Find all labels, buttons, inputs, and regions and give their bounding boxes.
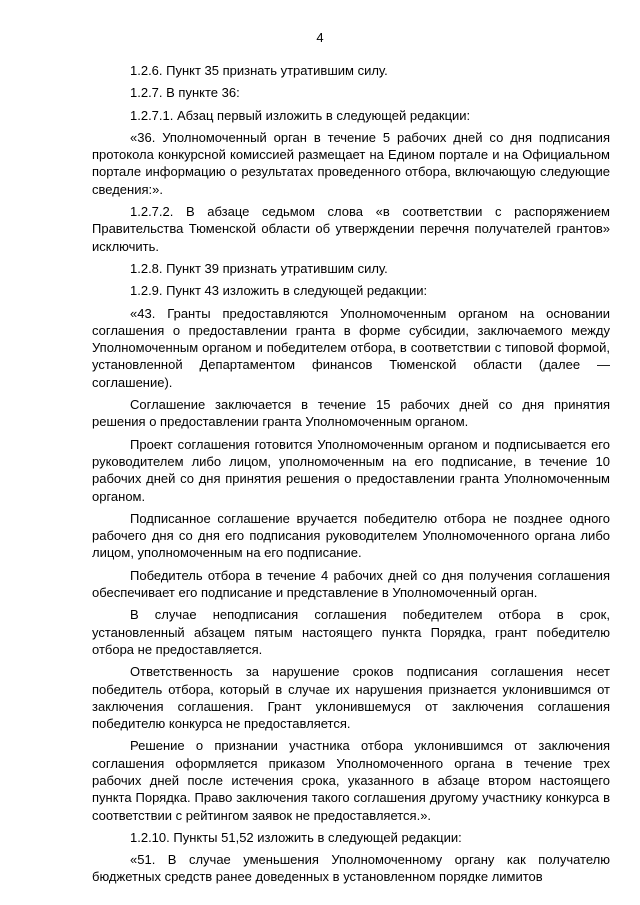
paragraph: Ответственность за нарушение сроков подписания соглашения несет победитель отбора, который в случае их нарушения признается уклонившимся от заключения соглашения. Грант уклонившемуся от заключения соглашения победителю конкурса не предоставляется. — [92, 664, 610, 732]
paragraph: Решение о признании участника отбора уклонившимся от заключения соглашения оформляется приказом Уполномоченного органа в течение трех рабочих дней после истечения срока, указанного в абзаце втором настоящего пункта Порядка. Право заключения такого соглашения другому участнику конкурса в соответствии с рейтингом заявок не предоставляется.». — [92, 738, 610, 823]
paragraph: «43. Гранты предоставляются Уполномоченным органом на основании соглашения о предоставлении гранта в форме субсидии, заключаемого между Уполномоченным органом и победителем отбора, в соответствии с типовой формой, установленной Департаментом финансов Тюменской области (далее — соглашение). — [92, 305, 610, 390]
document-body — [92, 62, 610, 891]
paragraph: Победитель отбора в течение 4 рабочих дней со дня получения соглашения обеспечивает его подписание и представление в Уполномоченный орган. — [92, 567, 610, 601]
paragraph: 1.2.7.1. Абзац первый изложить в следующей редакции: — [130, 107, 471, 123]
paragraph: 1.2.7.2. В абзаце седьмом слова «в соответствии с распоряжением Правительства Тюменской области об утверждении перечня получателей грантов» исключить. — [92, 204, 610, 254]
paragraph: 1.2.6. Пункт 35 признать утратившим силу. — [130, 63, 388, 78]
paragraph: Соглашение заключается в течение 15 рабочих дней со дня принятия решения о предоставлении гранта Уполномоченным органом. — [92, 397, 610, 430]
paragraph: «36. Уполномоченный орган в течение 5 рабочих дней со дня подписания протокола конкурсной комиссией размещает на Едином портале и на Официальном портале информацию о результатах проведенного отбора, включающую следующие сведения:». — [92, 129, 610, 197]
paragraph: «51. В случае уменьшения Уполномоченному органу как получателю бюджетных средств ранее доведенных в установленном порядке лимитов — [92, 852, 610, 885]
paragraph: Подписанное соглашение вручается победителю отбора не позднее одного рабочего дня со дня его подписания руководителем Уполномоченного органа либо лицом, уполномоченным на его подписание. — [92, 510, 610, 561]
paragraph: 1.2.10. Пункты 51,52 изложить в следующей редакции: — [130, 829, 462, 845]
paragraph: 1.2.7. В пункте 36: — [130, 85, 240, 101]
page-number: 4 — [316, 30, 324, 45]
paragraph: В случае неподписания соглашения победителем отбора в срок, установленный абзацем пятым настоящего пункта Порядка, грант победителю отбора не предоставляется. — [92, 607, 610, 657]
paragraph: 1.2.9. Пункт 43 изложить в следующей редакции: — [130, 283, 428, 299]
paragraph: Проект соглашения готовится Уполномоченным органом и подписывается его руководителем либо лицом, уполномоченным на его подписание, в течение 10 рабочих дней со дня принятия решения о предоставлении гранта Уполномоченным органом. — [92, 436, 610, 504]
paragraph: 1.2.8. Пункт 39 признать утратившим силу. — [130, 260, 388, 276]
